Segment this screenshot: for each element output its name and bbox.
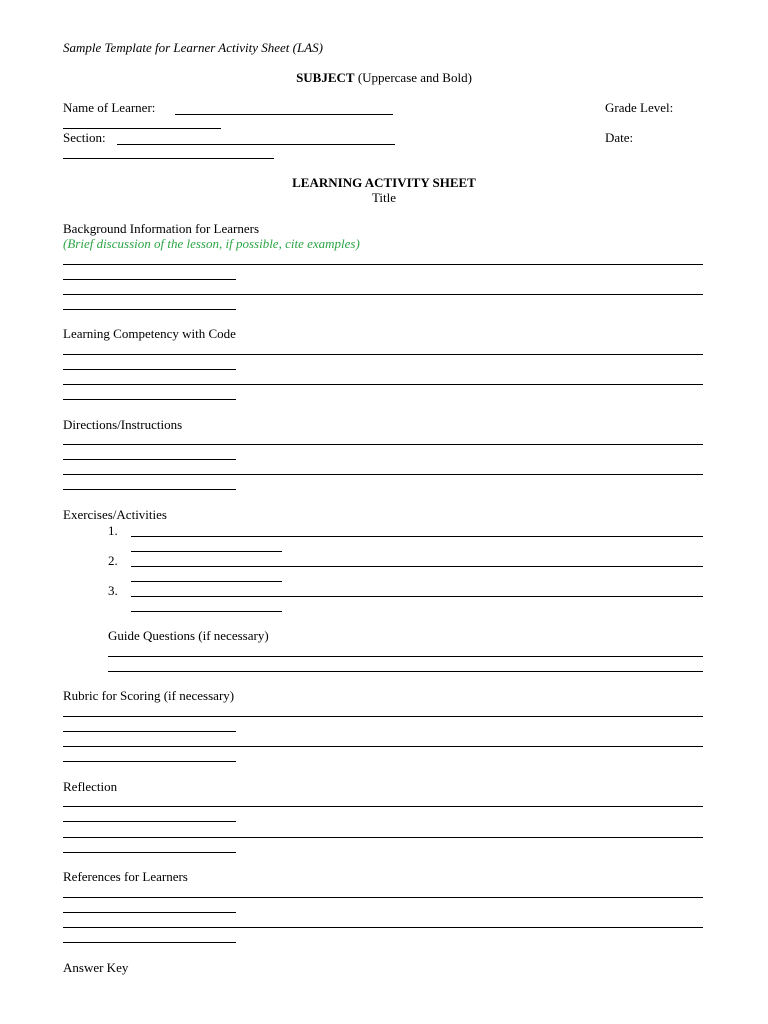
exercise-number: 3. xyxy=(108,583,118,598)
directions-line[interactable] xyxy=(63,489,236,490)
background-heading: Background Information for Learners xyxy=(63,221,260,236)
exercise-line[interactable] xyxy=(131,551,282,552)
exercises-heading: Exercises/Activities xyxy=(63,507,167,522)
background-note: (Brief discussion of the lesson, if possible, cite examples) xyxy=(63,236,360,251)
subject-label: SUBJECT xyxy=(296,70,355,85)
references-line[interactable] xyxy=(63,912,236,913)
sheet-subtitle: Title xyxy=(371,190,397,205)
grade-line[interactable] xyxy=(63,128,221,129)
guide-line[interactable] xyxy=(108,656,703,657)
exercise-number: 1. xyxy=(108,523,118,538)
exercise-line[interactable] xyxy=(131,596,703,597)
guide-line[interactable] xyxy=(108,671,703,672)
background-line[interactable] xyxy=(63,264,703,265)
competency-line[interactable] xyxy=(63,399,236,400)
competency-line[interactable] xyxy=(63,369,236,370)
background-line[interactable] xyxy=(63,279,236,280)
guide-heading: Guide Questions (if necessary) xyxy=(108,628,269,643)
reflection-line[interactable] xyxy=(63,821,236,822)
name-line[interactable] xyxy=(175,114,393,115)
section-line[interactable] xyxy=(117,144,395,145)
competency-line[interactable] xyxy=(63,354,703,355)
competency-line[interactable] xyxy=(63,384,703,385)
references-line[interactable] xyxy=(63,897,703,898)
reflection-line[interactable] xyxy=(63,806,703,807)
section-label: Section: xyxy=(63,130,106,145)
rubric-line[interactable] xyxy=(63,761,236,762)
subject-note: (Uppercase and Bold) xyxy=(354,70,472,85)
references-line[interactable] xyxy=(63,942,236,943)
exercise-line[interactable] xyxy=(131,536,703,537)
rubric-line[interactable] xyxy=(63,716,703,717)
exercise-line[interactable] xyxy=(131,611,282,612)
name-label: Name of Learner: xyxy=(63,100,156,115)
grade-label: Grade Level: xyxy=(605,100,674,115)
sheet-title: LEARNING ACTIVITY SHEET xyxy=(292,175,476,190)
reflection-line[interactable] xyxy=(63,837,703,838)
directions-line[interactable] xyxy=(63,459,236,460)
references-line[interactable] xyxy=(63,927,703,928)
background-line[interactable] xyxy=(63,309,236,310)
exercise-line[interactable] xyxy=(131,566,703,567)
template-title: Sample Template for Learner Activity Sheet (LAS) xyxy=(63,40,323,55)
directions-line[interactable] xyxy=(63,474,703,475)
reflection-line[interactable] xyxy=(63,852,236,853)
rubric-line[interactable] xyxy=(63,746,703,747)
directions-heading: Directions/Instructions xyxy=(63,417,183,432)
background-line[interactable] xyxy=(63,294,703,295)
date-label: Date: xyxy=(605,130,634,145)
date-line[interactable] xyxy=(63,158,274,159)
answer-key-heading: Answer Key xyxy=(63,960,129,975)
exercise-line[interactable] xyxy=(131,581,282,582)
directions-line[interactable] xyxy=(63,444,703,445)
reflection-heading: Reflection xyxy=(63,779,118,794)
subject-heading xyxy=(0,70,768,85)
references-heading: References for Learners xyxy=(63,869,188,884)
rubric-heading: Rubric for Scoring (if necessary) xyxy=(63,688,235,703)
exercise-number: 2. xyxy=(108,553,118,568)
competency-heading: Learning Competency with Code xyxy=(63,326,236,341)
rubric-line[interactable] xyxy=(63,731,236,732)
